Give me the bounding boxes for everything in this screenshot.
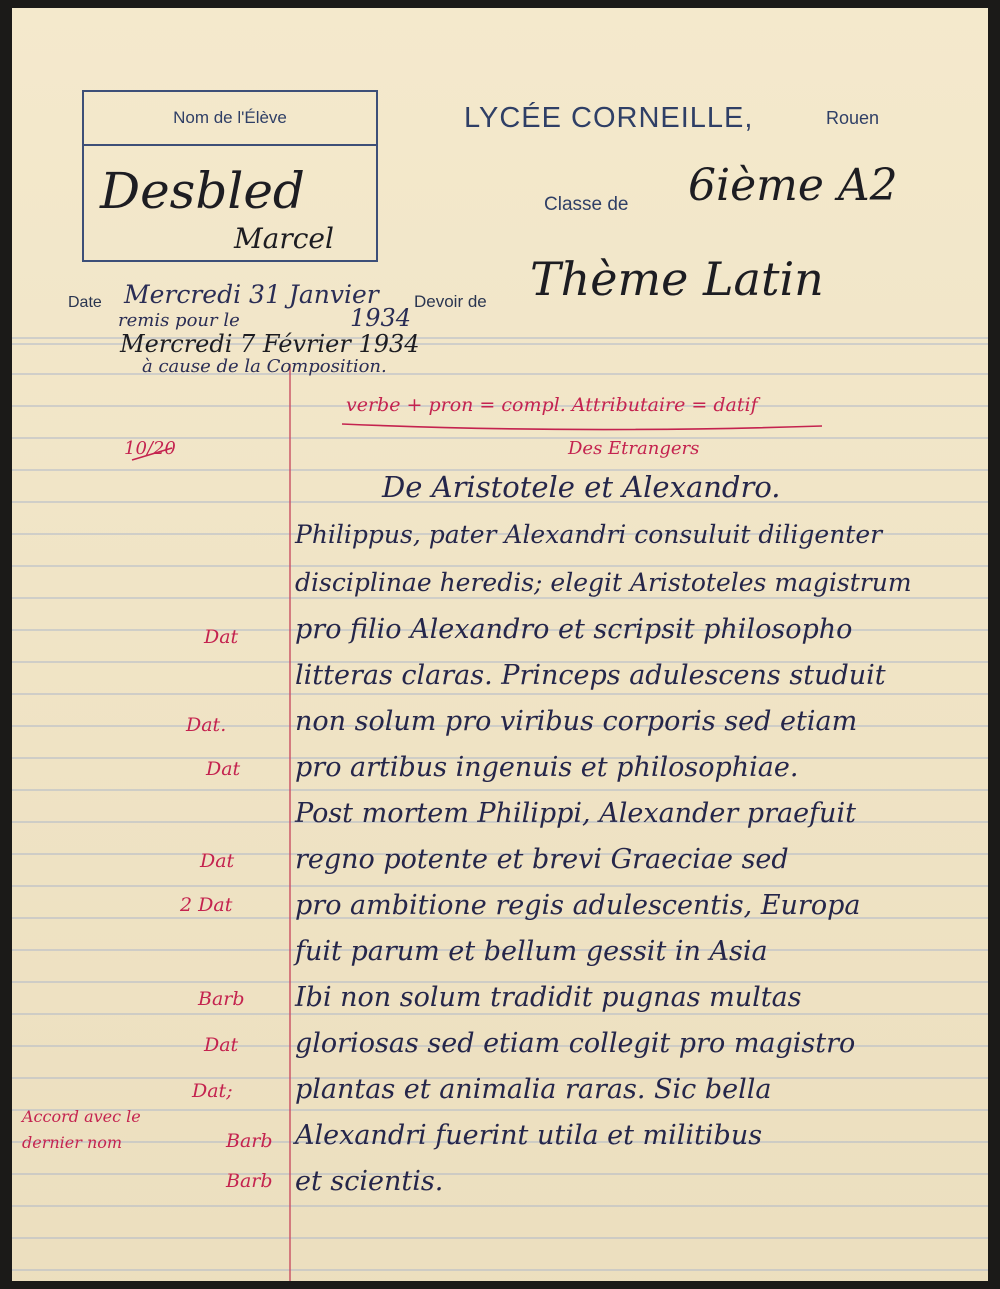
text-line: Ibi non solum tradidit pugnas multas [295, 982, 802, 1013]
text-line: non solum pro viribus corporis sed etiam [295, 706, 858, 737]
name-box-divider [84, 144, 376, 146]
devoir-label: Devoir de [414, 292, 487, 311]
text-line: litteras claras. Princeps adulescens studuit [295, 660, 886, 691]
text-line: plantas et animalia raras. Sic bella [295, 1074, 772, 1105]
student-firstname: Marcel [234, 222, 334, 255]
student-name-box [82, 90, 378, 262]
text-line: et scientis. [295, 1166, 444, 1197]
date-note-composition: à cause de la Composition. [142, 356, 387, 377]
margin-correction: Barb [198, 988, 245, 1010]
margin-correction: Dat; [192, 1080, 233, 1102]
margin-correction: Dat [206, 758, 241, 780]
text-line: gloriosas sed etiam collegit pro magistro [295, 1028, 856, 1059]
essay-title: De Aristotele et Alexandro. [382, 470, 781, 504]
margin-correction: Barb [226, 1130, 273, 1152]
date-note-remis: remis pour le [118, 310, 240, 331]
text-line: pro filio Alexandro et scripsit philosopho [295, 614, 853, 645]
exam-sheet [12, 8, 988, 1281]
class-label: Classe de [544, 194, 629, 215]
grade: 10/20 [124, 438, 176, 459]
side-correction-note: Accord avec le dernier nom [22, 1107, 141, 1152]
text-line: disciplinae heredis; elegit Aristoteles magistrum [295, 568, 912, 597]
date-value-2: Mercredi 7 Février 1934 [120, 330, 420, 358]
margin-correction: 2 Dat [180, 894, 233, 916]
date-value: Mercredi 31 Janvier [124, 280, 379, 309]
margin-correction: Barb [226, 1170, 273, 1192]
margin-correction: Dat. [186, 714, 227, 736]
margin-correction: Dat [204, 1034, 239, 1056]
margin-correction: Dat [200, 850, 235, 872]
class-value: 6ième A2 [688, 160, 898, 211]
date-year: 1934 [350, 304, 412, 332]
text-line: Alexandri fuerint utila et militibus [295, 1120, 763, 1151]
school-city: Rouen [826, 108, 880, 128]
school-name: LYCÉE CORNEILLE, [464, 102, 754, 134]
text-line: fuit parum et bellum gessit in Asia [295, 936, 768, 967]
title-correction-note: Des Etrangers [568, 438, 700, 459]
student-surname: Desbled [100, 162, 305, 220]
margin-correction: Dat [204, 626, 239, 648]
date-label: Date [68, 294, 102, 311]
text-line: Philippus, pater Alexandri consuluit diligenter [295, 520, 883, 549]
text-line: pro artibus ingenuis et philosophiae. [295, 752, 799, 783]
text-line: Post mortem Philippi, Alexander praefuit [295, 798, 856, 829]
name-label: Nom de l'Élève [173, 108, 287, 127]
text-line: pro ambitione regis adulescentis, Europa [295, 890, 861, 921]
correction-top-note: verbe + pron = compl. Attributaire = datif [346, 394, 758, 416]
devoir-value: Thème Latin [530, 252, 824, 306]
text-line: regno potente et brevi Graeciae sed [295, 844, 789, 875]
